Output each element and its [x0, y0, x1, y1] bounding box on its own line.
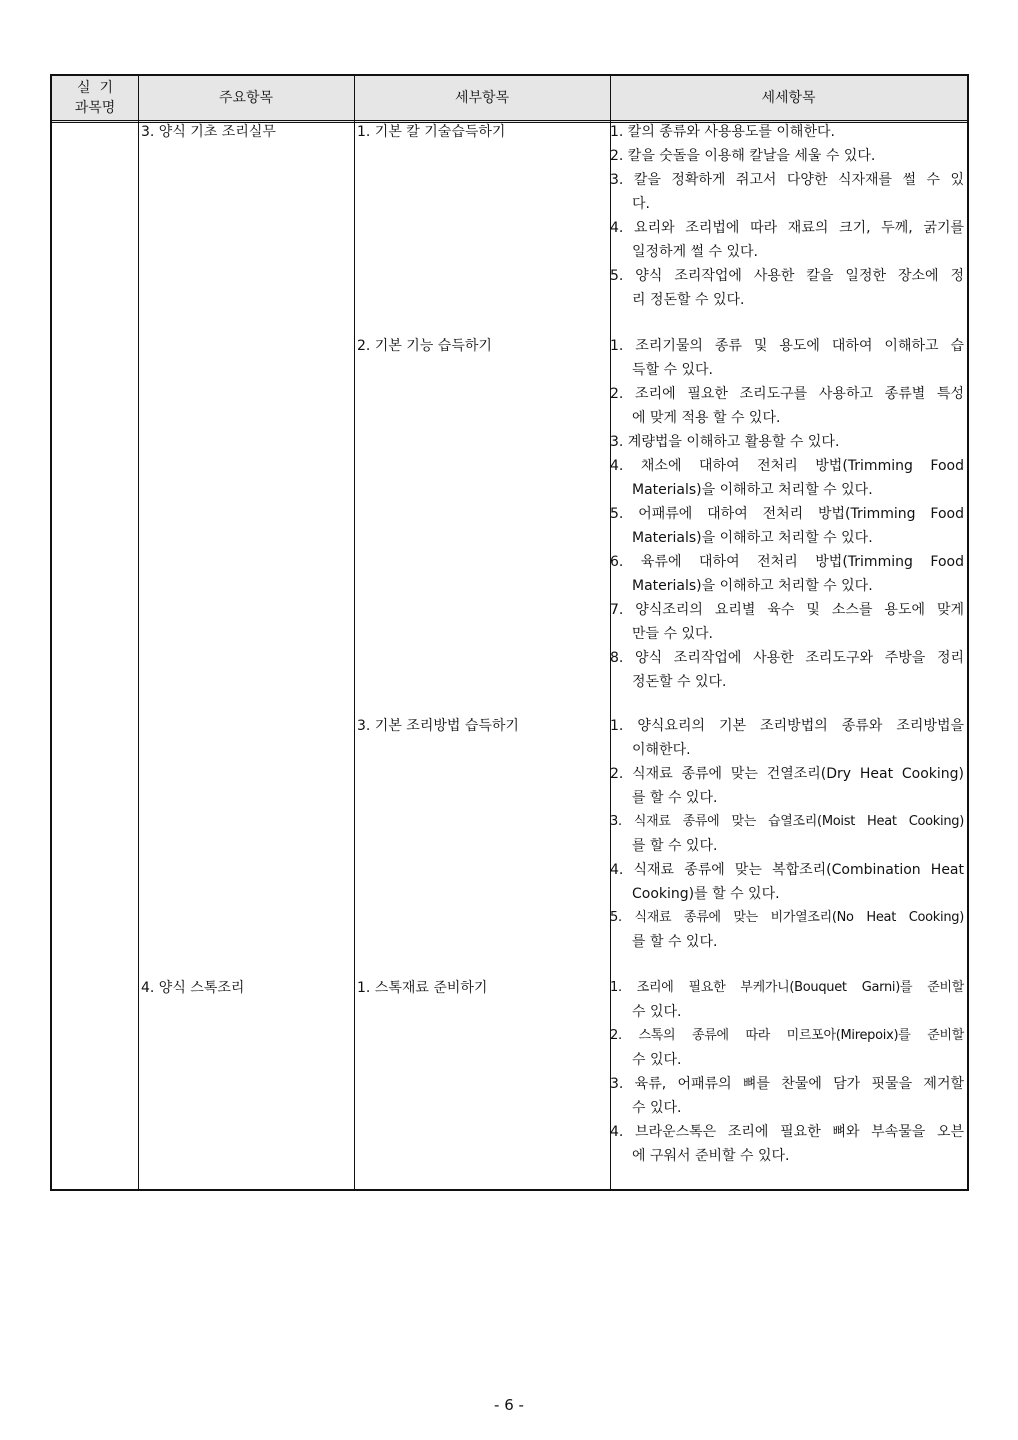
detail-list [610, 334, 964, 694]
detail-item-cont: 를 할 수 있다. [632, 790, 718, 806]
detail-item: 5. 어패류에 대하여 전처리 방법(Trimming Food [610, 506, 964, 522]
detail-item: 7. 양식조리의 요리별 육수 및 소스를 용도에 맞게 [610, 602, 964, 618]
main-item: 4. 양식 스톡조리 [141, 980, 245, 996]
detail-item-cont: 에 맞게 적용 할 수 있다. [632, 410, 781, 426]
header-subject [52, 76, 138, 120]
detail-item: 6. 육류에 대하여 전처리 방법(Trimming Food [610, 554, 964, 570]
detail-item-cont: 를 할 수 있다. [632, 934, 718, 950]
detail-item: 5. 식재료 종류에 맞는 비가열조리(No Heat Cooking) [610, 910, 964, 925]
detail-list [610, 976, 964, 1168]
column-divider [354, 76, 355, 1189]
detail-item: 1. 칼의 종류와 사용용도를 이해한다. [610, 124, 835, 140]
header-sub-item: 세부항목 [454, 90, 510, 106]
detail-item: 1. 조리기물의 종류 및 용도에 대하여 이해하고 습 [610, 338, 964, 354]
detail-item-cont: Materials)을 이해하고 처리할 수 있다. [632, 530, 873, 546]
detail-item: 4. 요리와 조리법에 따라 재료의 크기, 두께, 굵기를 [610, 220, 964, 236]
detail-item-cont: 일정하게 썰 수 있다. [632, 244, 758, 260]
column-divider [138, 76, 139, 1189]
detail-item: 3. 칼을 정확하게 쥐고서 다양한 식자재를 썰 수 있 [610, 172, 964, 188]
detail-item-cont: Materials)을 이해하고 처리할 수 있다. [632, 482, 873, 498]
detail-item: 4. 브라운스톡은 조리에 필요한 뼈와 부속물을 오븐 [610, 1124, 964, 1140]
detail-item: 2. 스톡의 종류에 따라 미르포아(Mirepoix)를 준비할 [610, 1028, 964, 1043]
detail-list [610, 714, 964, 954]
detail-item-cont: 리 정돈할 수 있다. [632, 292, 745, 308]
header-subject-line1: 실 기 [77, 80, 113, 96]
page-number: - 6 - [494, 1396, 524, 1414]
detail-item: 4. 식재료 종류에 맞는 복합조리(Combination Heat [610, 862, 964, 878]
detail-item-cont: 수 있다. [632, 1004, 682, 1020]
detail-item-cont: 정돈할 수 있다. [632, 674, 727, 690]
detail-item-cont: 이해한다. [632, 742, 691, 758]
detail-item-cont: 에 구워서 준비할 수 있다. [632, 1148, 790, 1164]
detail-item-cont: Cooking)를 할 수 있다. [632, 886, 780, 902]
detail-item-cont: 수 있다. [632, 1100, 682, 1116]
sub-item: 1. 기본 칼 기술습득하기 [357, 124, 506, 140]
header-main-item: 주요항목 [218, 90, 274, 106]
sub-item: 3. 기본 조리방법 습득하기 [357, 718, 519, 734]
detail-item-cont: 만들 수 있다. [632, 626, 713, 642]
detail-item-cont: 수 있다. [632, 1052, 682, 1068]
header-detail-item: 세세항목 [761, 90, 816, 106]
detail-item-cont: Materials)을 이해하고 처리할 수 있다. [632, 578, 873, 594]
detail-item-cont: 다. [632, 196, 650, 212]
detail-item: 4. 채소에 대하여 전처리 방법(Trimming Food [610, 458, 964, 474]
detail-item: 1. 양식요리의 기본 조리방법의 종류와 조리방법을 [610, 718, 964, 734]
detail-item: 2. 식재료 종류에 맞는 건열조리(Dry Heat Cooking) [610, 766, 964, 782]
detail-item: 2. 칼을 숫돌을 이용해 칼날을 세울 수 있다. [610, 148, 876, 164]
detail-item: 8. 양식 조리작업에 사용한 조리도구와 주방을 정리 [610, 650, 964, 666]
detail-list [610, 120, 964, 312]
detail-item: 5. 양식 조리작업에 사용한 칼을 일정한 장소에 정 [610, 268, 964, 284]
detail-item: 1. 조리에 필요한 부케가니(Bouquet Garni)를 준비할 [610, 980, 964, 995]
main-item: 3. 양식 기초 조리실무 [141, 124, 276, 140]
detail-item-cont: 를 할 수 있다. [632, 838, 718, 854]
sub-item: 2. 기본 기능 습득하기 [357, 338, 492, 354]
detail-item: 3. 식재료 종류에 맞는 습열조리(Moist Heat Cooking) [610, 814, 964, 829]
detail-item: 3. 육류, 어패류의 뼈를 찬물에 담가 핏물을 제거할 [610, 1076, 964, 1092]
sub-item: 1. 스톡재료 준비하기 [357, 980, 488, 996]
table-header [52, 76, 967, 123]
header-subject-line2: 과목명 [74, 100, 116, 116]
detail-item: 3. 계량법을 이해하고 활용할 수 있다. [610, 434, 840, 450]
detail-item-cont: 득할 수 있다. [632, 362, 713, 378]
detail-item: 2. 조리에 필요한 조리도구를 사용하고 종류별 특성 [610, 386, 964, 402]
